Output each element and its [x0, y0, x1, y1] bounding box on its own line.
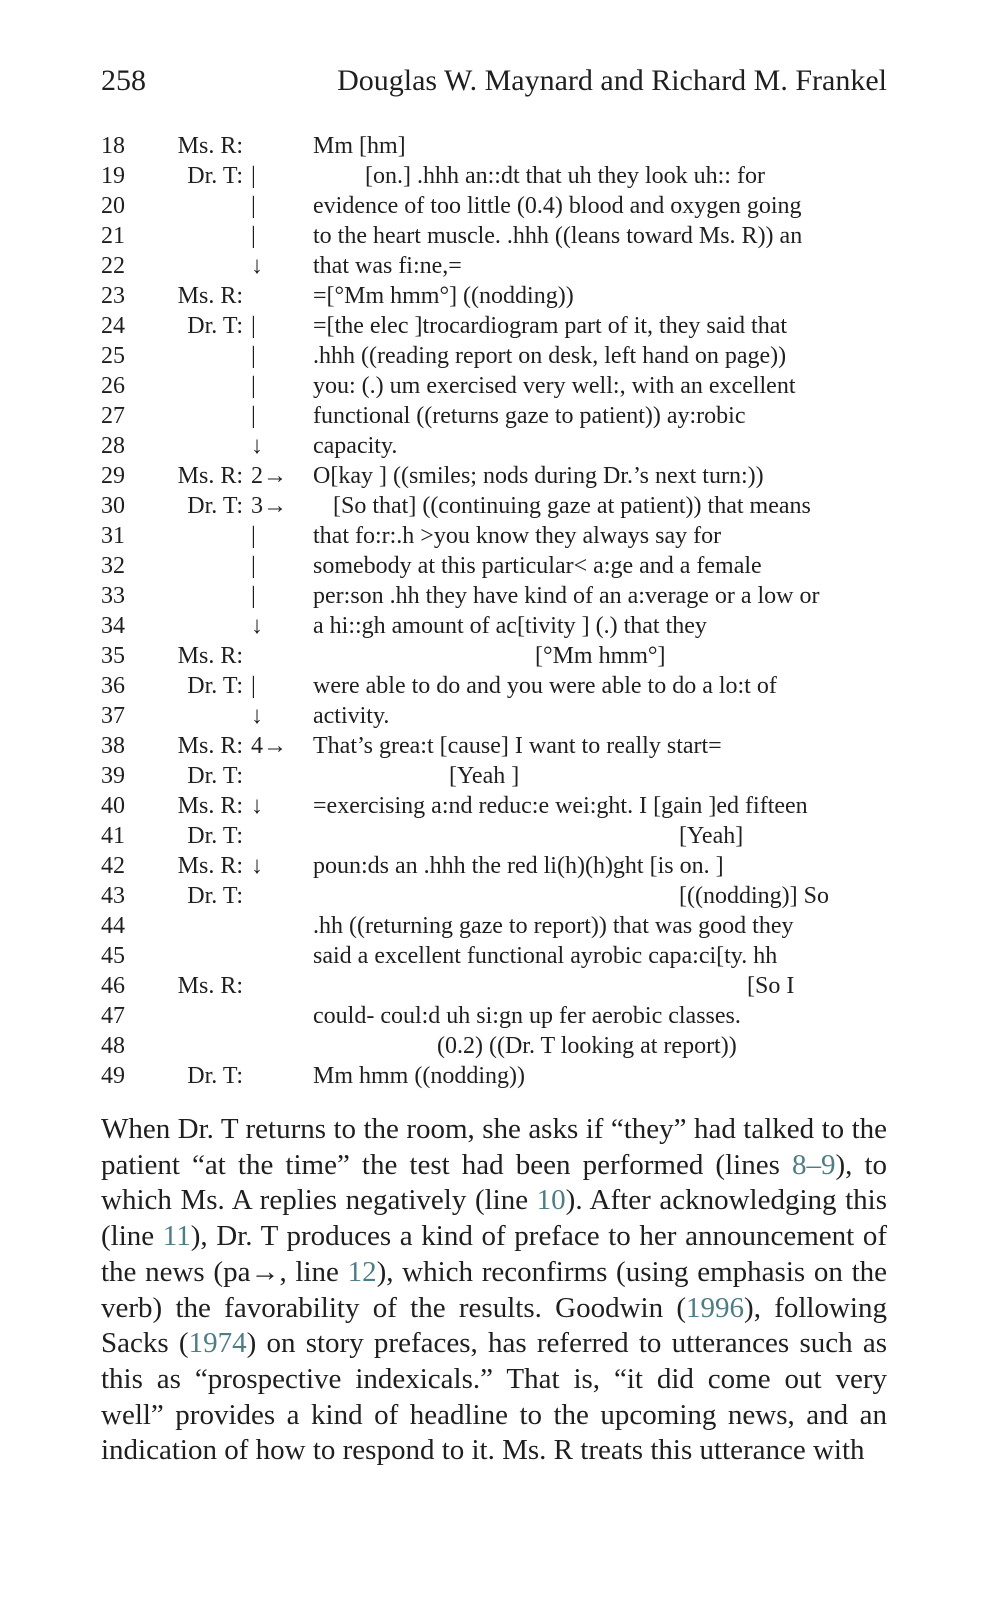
line-number: 27: [101, 403, 125, 429]
transcript-line: [101, 551, 901, 581]
turn-arrow: ↓: [251, 613, 263, 639]
transcript-line: [101, 161, 901, 191]
line-number: 22: [101, 253, 125, 279]
utterance-text: [((nodding)] So: [679, 883, 829, 909]
transcript-line: [101, 971, 901, 1001]
utterance-text: capacity.: [313, 433, 398, 459]
line-number: 30: [101, 493, 125, 519]
line-number: 38: [101, 733, 125, 759]
transcript-line: [101, 131, 901, 161]
line-number: 18: [101, 133, 125, 159]
line-number: 26: [101, 373, 125, 399]
transcript-line: [101, 371, 901, 401]
line-number: 29: [101, 463, 125, 489]
turn-arrow: |: [251, 583, 256, 609]
turn-arrow: ↓: [251, 703, 263, 729]
transcript-line: [101, 311, 901, 341]
utterance-text: Mm hmm ((nodding)): [313, 1063, 525, 1089]
utterance-text: poun:ds an .hhh the red li(h)(h)ght [is on. ]: [313, 853, 724, 879]
line-reference-link[interactable]: 11: [162, 1220, 191, 1253]
citation-link[interactable]: 1996: [686, 1291, 745, 1324]
line-number: 45: [101, 943, 125, 969]
line-number: 32: [101, 553, 125, 579]
speaker-label: Ms. R:: [177, 463, 243, 489]
turn-arrow: |: [251, 673, 256, 699]
utterance-text: =[the elec ]trocardiogram part of it, they said that: [313, 313, 788, 339]
body-text: [101, 1112, 887, 1469]
transcript-line: [101, 1031, 901, 1061]
line-number: 40: [101, 793, 125, 819]
transcript-line: [101, 701, 901, 731]
speaker-label: Dr. T:: [187, 163, 243, 189]
transcript-line: [101, 461, 901, 491]
transcript-line: [101, 581, 901, 611]
text-run: ) on story prefaces, has referred to utterances such as this as “prospective indexicals.” That is, “it did come out very well” provides a kind of headline to the upcoming news, and an indication of how to respond to it. Ms. R treats this utterance with: [101, 1327, 887, 1467]
utterance-text: [So that] ((continuing gaze at patient)) that means: [333, 493, 811, 519]
utterance-text: to the heart muscle. .hhh ((leans toward Ms. R)) an: [313, 223, 803, 249]
transcript-line: [101, 341, 901, 371]
utterance-text: that was fi:ne,=: [313, 253, 462, 279]
line-number: 39: [101, 763, 125, 789]
line-number: 37: [101, 703, 125, 729]
speaker-label: Ms. R:: [177, 283, 243, 309]
turn-arrow: |: [251, 163, 256, 189]
transcript-line: [101, 191, 901, 221]
text-run: ), Dr. T produces a kind of preface to her announcement of the news (pa→, line: [101, 1220, 887, 1288]
transcript-line: [101, 851, 901, 881]
transcript-line: [101, 761, 901, 791]
line-number: 41: [101, 823, 125, 849]
utterance-text: you: (.) um exercised very well:, with an excellent: [313, 373, 796, 399]
utterance-text: [So I: [747, 973, 795, 999]
line-number: 24: [101, 313, 125, 339]
transcript-line: [101, 1061, 901, 1091]
line-number: 23: [101, 283, 125, 309]
text-run: ). After acknowledging this (line: [101, 1184, 887, 1253]
line-number: 42: [101, 853, 125, 879]
turn-arrow: |: [251, 523, 256, 549]
turn-arrow: 4→: [251, 733, 287, 759]
utterance-text: .hhh ((reading report on desk, left hand on page)): [313, 343, 787, 369]
transcript-line: [101, 491, 901, 521]
line-number: 25: [101, 343, 125, 369]
turn-arrow: 3→: [251, 493, 287, 519]
line-number: 44: [101, 913, 125, 939]
line-number: 31: [101, 523, 125, 549]
turn-arrow: |: [251, 313, 256, 339]
transcript-line: [101, 791, 901, 821]
transcript-line: [101, 941, 901, 971]
turn-arrow: |: [251, 373, 256, 399]
utterance-text: [on.] .hhh an::dt that uh they look uh:: for: [365, 163, 765, 189]
turn-arrow: ↓: [251, 433, 263, 459]
line-number: 35: [101, 643, 125, 669]
transcript-line: [101, 611, 901, 641]
line-reference-link[interactable]: 12: [347, 1255, 377, 1288]
utterance-text: That’s grea:t [cause] I want to really start=: [313, 733, 722, 759]
line-number: 36: [101, 673, 125, 699]
speaker-label: Dr. T:: [187, 313, 243, 339]
transcript-line: [101, 251, 901, 281]
utterance-text: =[°Mm hmm°] ((nodding)): [313, 283, 574, 309]
turn-arrow: |: [251, 343, 256, 369]
line-number: 46: [101, 973, 125, 999]
utterance-text: [Yeah ]: [449, 763, 520, 789]
utterance-text: O[kay ] ((smiles; nods during Dr.’s next turn:)): [313, 463, 764, 489]
speaker-label: Ms. R:: [177, 733, 243, 759]
utterance-text: a hi::gh amount of ac[tivity ] (.) that they: [313, 613, 707, 639]
line-number: 43: [101, 883, 125, 909]
speaker-label: Dr. T:: [187, 1063, 243, 1089]
utterance-text: (0.2) ((Dr. T looking at report)): [437, 1033, 737, 1059]
transcript-line: [101, 1001, 901, 1031]
turn-arrow: |: [251, 553, 256, 579]
utterance-text: =exercising a:nd reduc:e wei:ght. I [gain ]ed fifteen: [313, 793, 808, 819]
line-reference-link[interactable]: 8–9: [791, 1148, 836, 1181]
line-number: 19: [101, 163, 125, 189]
utterance-text: were able to do and you were able to do a lo:t of: [313, 673, 777, 699]
turn-arrow: 2→: [251, 463, 287, 489]
turn-arrow: ↓: [251, 853, 263, 879]
utterance-text: activity.: [313, 703, 390, 729]
transcript-line: [101, 671, 901, 701]
utterance-text: .hh ((returning gaze to report)) that was good they: [313, 913, 794, 939]
turn-arrow: |: [251, 223, 256, 249]
speaker-label: Ms. R:: [177, 853, 243, 879]
utterance-text: [°Mm hmm°]: [535, 643, 666, 669]
utterance-text: Mm [hm]: [313, 133, 406, 159]
text-run: ), to which Ms. A replies negatively (line: [101, 1148, 888, 1217]
line-number: 49: [101, 1063, 125, 1089]
turn-arrow: ↓: [251, 793, 263, 819]
page-header: [101, 64, 887, 104]
line-number: 48: [101, 1033, 125, 1059]
transcript-line: [101, 821, 901, 851]
line-number: 34: [101, 613, 125, 639]
transcript-line: [101, 431, 901, 461]
speaker-label: Dr. T:: [187, 493, 243, 519]
transcript-line: [101, 221, 901, 251]
transcript-line: [101, 731, 901, 761]
line-number: 20: [101, 193, 125, 219]
citation-link[interactable]: 1974: [188, 1327, 247, 1360]
line-number: 21: [101, 223, 125, 249]
body-paragraph: [101, 1112, 887, 1469]
text-run: When Dr. T returns to the room, she asks if “they” had talked to the patient “at the time” the test had been performed (lines: [101, 1113, 887, 1181]
turn-arrow: |: [251, 403, 256, 429]
speaker-label: Dr. T:: [187, 763, 243, 789]
transcript-line: [101, 911, 901, 941]
line-number: 33: [101, 583, 125, 609]
utterance-text: [Yeah]: [679, 823, 744, 849]
transcript-line: [101, 401, 901, 431]
turn-arrow: |: [251, 193, 256, 219]
transcript-line: [101, 881, 901, 911]
transcript-line: [101, 281, 901, 311]
speaker-label: Ms. R:: [177, 133, 243, 159]
transcript-line: [101, 521, 901, 551]
speaker-label: Ms. R:: [177, 643, 243, 669]
speaker-label: Dr. T:: [187, 823, 243, 849]
speaker-label: Dr. T:: [187, 883, 243, 909]
line-number: 28: [101, 433, 125, 459]
running-head: Douglas W. Maynard and Richard M. Frankel: [337, 64, 887, 97]
utterance-text: functional ((returns gaze to patient)) ay:robic: [313, 403, 746, 429]
utterance-text: somebody at this particular< a:ge and a female: [313, 553, 762, 579]
text-run: ), which reconfirms (using emphasis on the verb) the favorability of the results. Goodwin (: [101, 1255, 887, 1324]
transcript-line: [101, 641, 901, 671]
text-run: ), following Sacks (: [101, 1291, 887, 1360]
line-reference-link[interactable]: 10: [536, 1184, 566, 1217]
utterance-text: per:son .hh they have kind of an a:verage or a low or: [313, 583, 820, 609]
turn-arrow: ↓: [251, 253, 263, 279]
page-number: 258: [101, 64, 146, 97]
speaker-label: Ms. R:: [177, 973, 243, 999]
utterance-text: evidence of too little (0.4) blood and oxygen going: [313, 193, 802, 219]
speaker-label: Ms. R:: [177, 793, 243, 819]
utterance-text: that fo:r:.h >you know they always say for: [313, 523, 722, 549]
line-number: 47: [101, 1003, 125, 1029]
utterance-text: said a excellent functional ayrobic capa:ci[ty. hh: [313, 943, 778, 969]
utterance-text: could- coul:d uh si:gn up fer aerobic classes.: [313, 1003, 741, 1029]
speaker-label: Dr. T:: [187, 673, 243, 699]
transcript-block: [101, 131, 901, 1091]
